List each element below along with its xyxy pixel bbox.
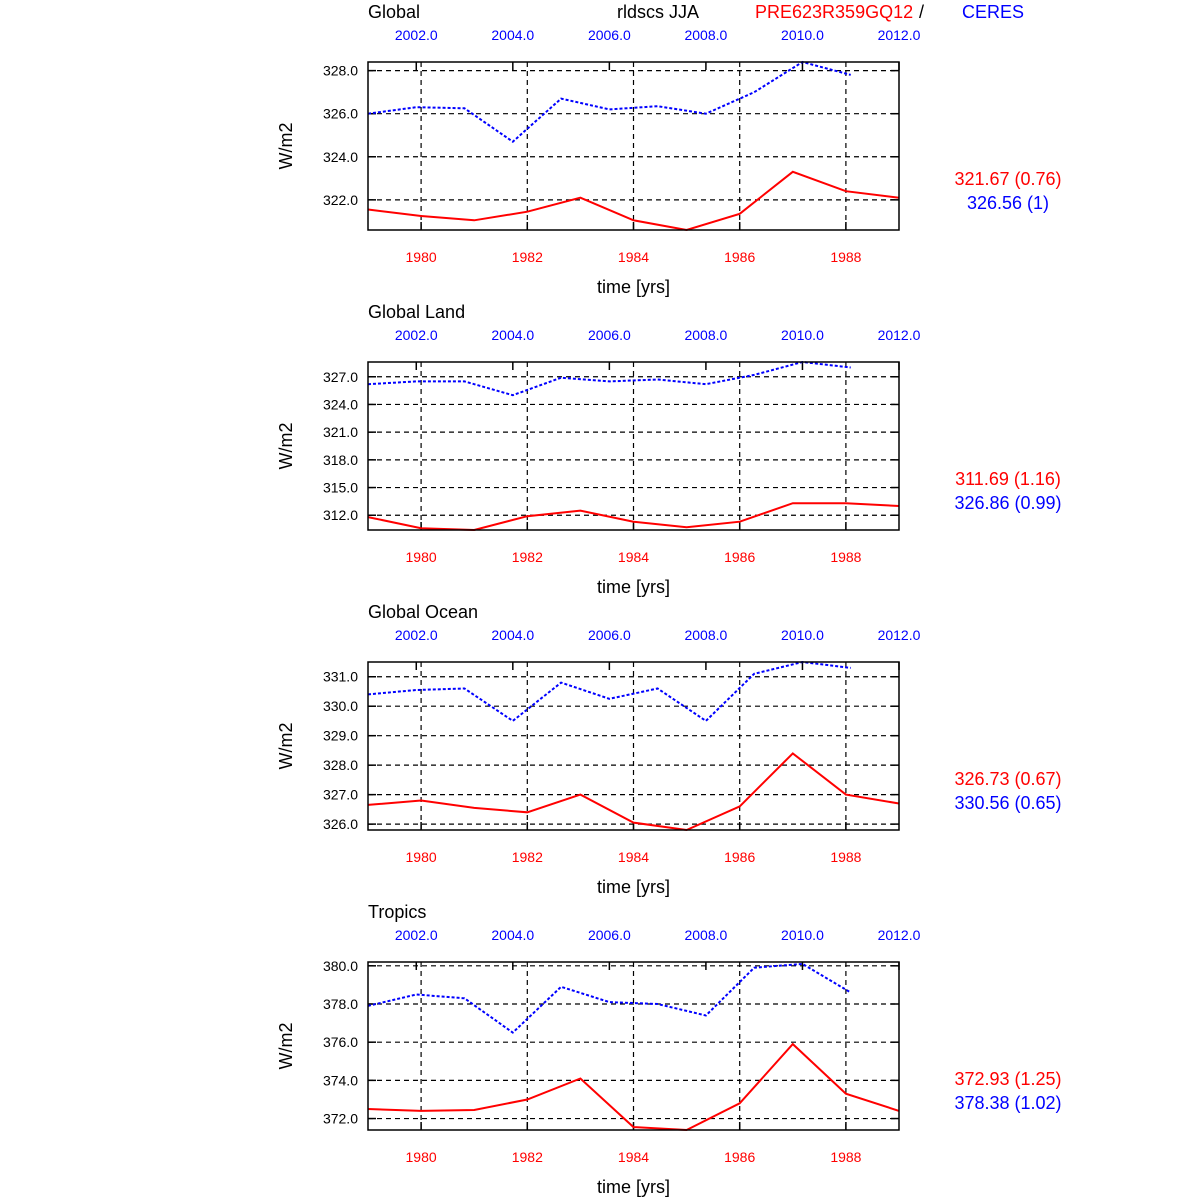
y-tick-label: 315.0 — [322, 479, 358, 496]
header-obs-name: CERES — [962, 2, 1025, 22]
mean-model-label: 311.69 (1.16) — [955, 469, 1061, 489]
x-top-tick-label: 2012.0 — [877, 627, 921, 643]
y-tick-label: 380.0 — [322, 957, 358, 974]
x-bottom-tick-label: 1986 — [724, 1149, 756, 1165]
y-tick-label: 326.0 — [322, 105, 358, 122]
mean-obs-label: 326.86 (0.99) — [954, 493, 1062, 513]
x-bottom-tick-label: 1984 — [617, 549, 650, 565]
y-tick-label: 324.0 — [322, 396, 358, 413]
y-axis-label: W/m2 — [276, 1022, 296, 1070]
x-bottom-tick-label: 1980 — [405, 549, 437, 565]
x-top-tick-label: 2006.0 — [587, 327, 631, 343]
x-bottom-tick-label: 1986 — [724, 249, 756, 265]
x-bottom-tick-label: 1988 — [830, 849, 862, 865]
x-bottom-tick-label: 1980 — [405, 1149, 437, 1165]
y-axis-label: W/m2 — [276, 122, 296, 170]
x-bottom-tick-label: 1980 — [405, 249, 437, 265]
mean-obs-label: 330.56 (0.65) — [954, 793, 1062, 813]
x-bottom-tick-label: 1986 — [724, 549, 756, 565]
x-top-tick-label: 2002.0 — [394, 327, 438, 343]
x-top-tick-label: 2012.0 — [877, 927, 921, 943]
x-bottom-tick-label: 1984 — [617, 249, 650, 265]
y-tick-label: 322.0 — [322, 191, 358, 208]
header-model-name: PRE623R359GQ12 — [755, 2, 914, 22]
x-top-tick-label: 2010.0 — [781, 327, 824, 343]
series-line-obs — [368, 662, 851, 721]
x-bottom-tick-label: 1988 — [830, 249, 862, 265]
x-top-tick-label: 2012.0 — [877, 27, 921, 43]
x-axis-label: time [yrs] — [596, 277, 671, 297]
x-bottom-tick-label: 1982 — [511, 549, 543, 565]
x-bottom-tick-label: 1986 — [724, 849, 756, 865]
y-tick-label: 326.0 — [322, 816, 358, 833]
y-tick-label: 329.0 — [322, 727, 358, 744]
x-top-tick-label: 2004.0 — [491, 27, 535, 43]
x-top-tick-label: 2002.0 — [394, 927, 438, 943]
x-top-tick-label: 2008.0 — [684, 27, 728, 43]
series-line-obs — [368, 62, 851, 142]
x-bottom-tick-label: 1980 — [405, 849, 437, 865]
panel-title: Global Land — [368, 302, 466, 322]
x-top-tick-label: 2012.0 — [877, 327, 921, 343]
x-top-tick-label: 2004.0 — [491, 627, 535, 643]
x-top-tick-label: 2004.0 — [491, 327, 535, 343]
header-separator: / — [919, 2, 925, 22]
y-tick-label: 328.0 — [322, 757, 358, 774]
y-tick-label: 324.0 — [322, 148, 358, 165]
y-axis-label: W/m2 — [276, 722, 296, 770]
y-tick-label: 378.0 — [322, 996, 358, 1012]
panel-global — [276, 2, 1062, 297]
mean-obs-label: 378.38 (1.02) — [954, 1093, 1062, 1113]
y-tick-label: 327.0 — [322, 368, 358, 385]
y-tick-label: 318.0 — [322, 451, 358, 468]
x-bottom-tick-label: 1988 — [830, 1149, 862, 1165]
x-bottom-tick-label: 1984 — [617, 1149, 650, 1165]
x-bottom-tick-label: 1982 — [511, 849, 543, 865]
series-line-obs — [368, 964, 851, 1033]
x-axis-label: time [yrs] — [596, 577, 671, 597]
x-bottom-tick-label: 1982 — [511, 249, 543, 265]
y-tick-label: 321.0 — [322, 424, 358, 441]
header-variable: rldscs JJA — [617, 2, 700, 22]
y-axis-label: W/m2 — [276, 422, 296, 470]
y-tick-label: 330.0 — [322, 698, 358, 715]
panels — [276, 2, 1062, 1197]
x-axis-label: time [yrs] — [596, 1177, 671, 1197]
mean-model-label: 321.67 (0.76) — [954, 169, 1062, 189]
panel-tropics — [276, 902, 1062, 1197]
y-tick-label: 376.0 — [322, 1034, 358, 1051]
x-top-tick-label: 2006.0 — [587, 927, 631, 943]
x-top-tick-label: 2010.0 — [781, 627, 824, 643]
mean-model-label: 372.93 (1.25) — [954, 1069, 1062, 1089]
panel-title: Tropics — [368, 902, 427, 922]
x-top-tick-label: 2010.0 — [781, 27, 824, 43]
panel-global-ocean — [276, 602, 1062, 897]
x-bottom-tick-label: 1984 — [617, 849, 650, 865]
mean-model-label: 326.73 (0.67) — [954, 769, 1062, 789]
x-top-tick-label: 2008.0 — [684, 627, 728, 643]
x-axis-label: time [yrs] — [596, 877, 671, 897]
y-tick-label: 328.0 — [322, 62, 358, 79]
panel-title: Global Ocean — [368, 602, 479, 622]
x-top-tick-label: 2004.0 — [491, 927, 535, 943]
panel-global-land — [276, 302, 1062, 597]
x-top-tick-label: 2008.0 — [684, 927, 728, 943]
mean-obs-label: 326.56 (1) — [966, 193, 1050, 213]
y-tick-label: 374.0 — [322, 1072, 358, 1089]
x-top-tick-label: 2006.0 — [587, 27, 631, 43]
y-tick-label: 331.0 — [322, 668, 358, 685]
x-top-tick-label: 2002.0 — [394, 27, 438, 43]
y-tick-label: 372.0 — [322, 1110, 358, 1127]
x-bottom-tick-label: 1988 — [830, 549, 862, 565]
y-tick-label: 312.0 — [322, 507, 358, 524]
x-top-tick-label: 2006.0 — [587, 627, 631, 643]
x-bottom-tick-label: 1982 — [511, 1149, 543, 1165]
x-top-tick-label: 2010.0 — [781, 927, 824, 943]
x-top-tick-label: 2008.0 — [684, 327, 728, 343]
x-top-tick-label: 2002.0 — [394, 627, 438, 643]
panel-title: Global — [368, 2, 421, 22]
y-tick-label: 327.0 — [322, 786, 358, 803]
